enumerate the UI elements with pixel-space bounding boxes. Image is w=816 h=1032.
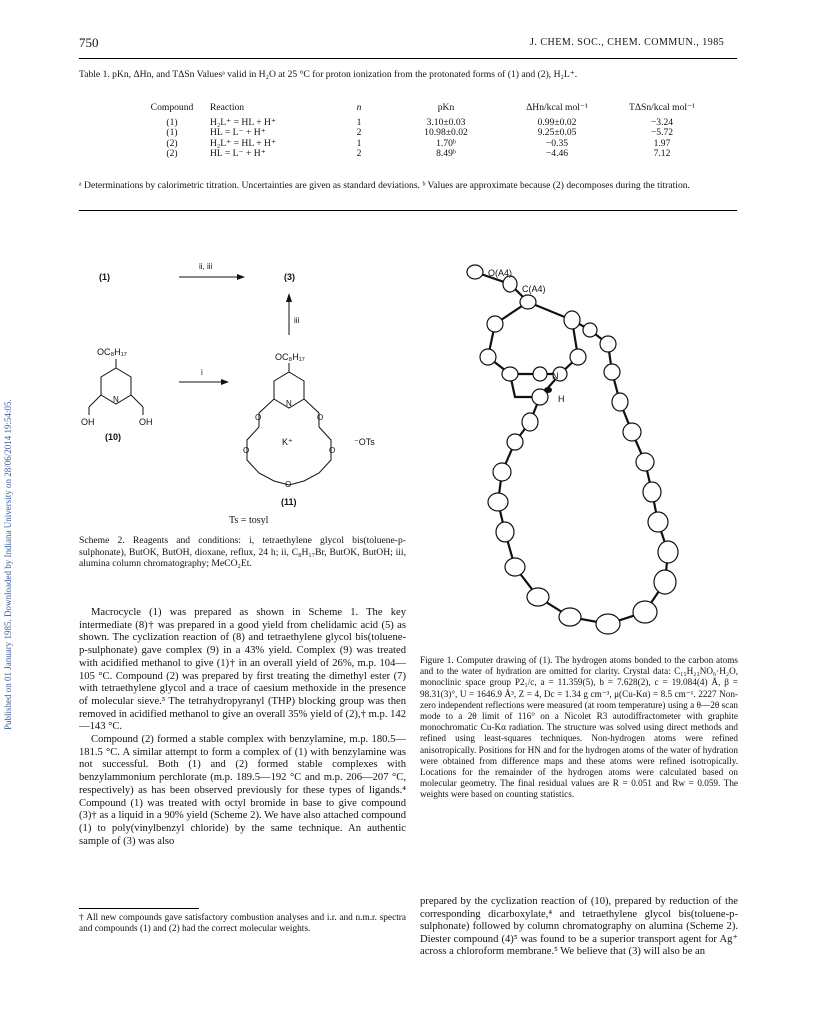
body-text-right: prepared by the cyclization reaction of (10), prepared by reduction of the corresponding dicarboxylate,⁴ and tetraethylene glycol bis(toluene-p-sulphonate) followed by column chromatography on alumina (Scheme 2). Diester compound (4)⁵ was found to be a superior transport agent for Ag⁺ across a chloroform membrane.⁵ We believe that (3) will also be an [420,896,738,957]
carbon-atom [633,601,657,623]
carbon-atom [527,588,549,606]
table-cell: (1) [166,127,178,138]
table-cell: 2 [356,148,362,159]
table-header-cell: n [356,102,362,113]
figure-crystal-structure [440,262,740,652]
carbon-atom [648,512,668,532]
potassium-label: K⁺ [282,437,293,447]
carbon-atom [600,336,616,352]
table-header-cell: Reaction [210,102,245,113]
carbon-atom [636,453,654,471]
table-cell: 3.10±0.03 [426,116,466,128]
journal-header: J. CHEM. SOC., CHEM. COMMUN., 1985 [530,37,725,48]
oxygen-atom [612,393,628,411]
carbon-atom [596,614,620,634]
scheme-diagram [79,255,419,525]
oxygen-atom [467,265,483,279]
table-cell: 2 [356,127,362,138]
atom-ellipsoids [467,265,678,634]
table-cell: 1 [356,116,362,128]
carbon-atom [522,413,538,431]
carbon-atom [502,367,518,381]
nitrogen-atom [533,367,547,381]
table-cell: HL = L⁻ + H⁺ [210,127,266,138]
figure-caption: Figure 1. Computer drawing of (1). The hydrogen atoms bonded to the carbon atoms and to the water of hydration are omitted for clarity. Crystal data: C₁₅H₂₃NO₆·H₂O, monoclinic space group P2₁/c, a = 11.359(5), b = 7.628(2), c = 19.084(4) Å, β = 98.31(3)°, U = 1646.9 Å³, Z = 4, Dc = 1.34 g cm⁻³, μ(Cu-Kα) = 8.5 cm⁻¹. 2227 Non-zero independent reflections were measured (at room temperature) using a θ—2θ scan mode to a 2θ limit of 116° on a Nicolet R3 autodiffractometer with graphite monochromatic Cu-Kα radiation. The structure was solved using direct methods and refined using least-squares techniques. Non-hydrogen atoms were refined anisotropically. Positions for HN and for the hydrogen atoms of the water of hydration were obtained from difference maps and these atoms were refined isotropically. Locations for the remainder of the hydrogen atoms were calculated based on molecular geometry. The final residual values are R = 0.051 and Rw = 0.059. The weights were based on counting statistics. [420,655,738,800]
arrow-head [237,274,245,280]
arrow-up-label: iii [294,316,300,325]
scheme-label-1: (1) [99,272,110,282]
table-row [140,149,714,160]
table-title: Table 1. pKn, ΔHn, and TΔSn Valuesᵃ valid in H₂O at 25 °C for proton ionization from the protonated forms of (1) and (2), H₂L⁺. [79,69,578,80]
tosylate-label: ⁻OTs [354,437,375,447]
carbon-atom [658,541,678,563]
scheme-label-10: (10) [105,432,122,442]
table-cell: 7.12 [653,148,671,159]
oxygen-atom [654,570,676,594]
bond [131,395,143,407]
table-cell: 9.25±0.05 [537,127,577,138]
table-header-cell: pKn [437,102,455,113]
bond [89,395,101,407]
ring-n-label: N [286,399,292,408]
table-cell: 1 [356,137,362,149]
table-cell: 10.98±0.02 [424,127,468,138]
scheme-label-3: (3) [284,272,295,282]
carbon-atom [623,423,641,441]
table-cell: H₂L⁺ = HL + H⁺ [210,116,277,128]
oc8h17-label: OC₈H₁₇ [97,347,127,357]
table-cell: (2) [166,137,178,149]
carbon-atom [493,463,511,481]
table-rule [79,210,737,211]
table-header-row [140,103,714,118]
header-rule [79,58,737,59]
ring-n-label: N [113,395,119,404]
tosyl-note: Ts = tosyl [229,515,269,525]
table-cell: H₂L⁺ = HL + H⁺ [210,137,277,149]
download-note-text: Published on 01 January 1985. Downloaded by Indiana University on 28/06/2014 19:54:05. [3,399,13,730]
arrow-top-label: ii, iii [199,262,213,271]
arrow-mid-label: i [201,368,203,377]
body-text-left [79,607,406,848]
table-cell: HL = L⁻ + H⁺ [210,148,266,159]
carbon-atom [487,316,503,332]
paragraph: Compound (2) formed a stable complex with benzylamine, m.p. 180.5—181.5 °C. A similar attempt to form a complex of (1) with benzylamine was not successful. Both (1) and (2) formed stable complexes with benzylammonium perchlorate (m.p. 189.5—192 °C and m.p. 206—207 °C, respectively) as has been observed previously for these types of ligands.⁴ Compound (1) was treated with octyl bromide in base to give compound (3)† as a liquid in a 90% yield (Scheme 2). We have also attached compound (1) to poly(vinylbenzyl chloride) by the same technique. An authentic sample of (3) was also [79,734,406,847]
table-header-cell: TΔSn/kcal mol⁻¹ [628,102,696,113]
oxygen-atom [559,608,581,626]
table-header-cell: ΔHn/kcal mol⁻¹ [526,102,588,113]
scheme-label-11: (11) [281,497,297,507]
oxygen-atom [570,349,586,365]
ring-o-label: O [243,446,250,455]
carbon-atom [480,349,496,365]
oc8h17-label: OC₈H₁₇ [275,352,305,362]
atom-label-oa4: O(A4) [488,268,513,278]
carbon-atom [604,364,620,380]
ring-o-label: O [329,446,336,455]
scheme-caption: Scheme 2. Reagents and conditions: i, tetraethylene glycol bis(toluene-p-sulphonate), ButOK, ButOH, dioxane, reflux, 24 h; ii, C₈H₁₇Br, ButOK, ButOH; iii, alumina column chromatography; MeCO₂Et. [79,535,406,569]
table-cell: (2) [166,148,178,159]
oh-label: OH [81,417,95,427]
hydrogen-atom [544,387,552,393]
ring-o-label: O [285,480,292,489]
oxygen-atom [496,522,514,542]
carbon-atom [583,323,597,337]
arrow-head [286,293,292,302]
table-footnote: ᵃ Determinations by calorimetric titration. Uncertainties are given as standard deviations. ᵇ Values are approximate because (2) decomposes during the titration. [79,180,690,191]
table-cell: 1.97 [653,137,671,149]
table-cell: (1) [166,116,178,128]
oxygen-atom [507,434,523,450]
download-note [2,230,14,730]
carbon-atom [505,558,525,576]
ring-o-label: O [317,413,324,422]
table-header-cell: Compound [150,102,194,113]
footnote-rule [79,908,199,909]
table-cell: −5.72 [650,127,674,138]
footnote: † All new compounds gave satisfactory combustion analyses and i.r. and n.m.r. spectra and compounds (1) and (2) had the correct molecular weights. [79,913,406,934]
arrow-head [221,379,229,385]
table-cell: −4.46 [545,148,569,159]
table-cell: −3.24 [650,116,674,128]
carbon-atom [564,311,580,329]
table-cell: −0.35 [545,137,569,149]
carbon-atom [488,493,508,511]
oxygen-atom [643,482,661,502]
carbon-atom [503,276,517,292]
page-number: 750 [79,35,99,50]
oh-label: OH [139,417,153,427]
table-row [140,128,714,139]
paragraph: Macrocycle (1) was prepared as shown in Scheme 1. The key intermediate (8)† was prepared in a good yield from chelidamic acid (5) as shown. The cyclization reaction of (8) and tetraethylene glycol bis(toluene-p-sulphonate) gave complex (9) in a 43% yield. Complex (9) was treated with acidified methanol to give (1)† in an overall yield of 26%, m.p. 104—105 °C. Compound (2) was prepared by first treating the dimethyl ester (7) with tetraethylene glycol and a trace of caesium methoxide in the presence of molecular sieve.³ The tetrahydropyranyl (THP) blocking group was then removed in acidified methanol to give an overall 35% yield of (2),† m.p. 142—143 °C. [79,607,406,733]
atom-label-ca4: C(A4) [522,284,546,294]
ring-o-label: O [255,413,262,422]
table-cell: 0.99±0.02 [537,116,577,128]
data-table [140,103,714,160]
table-cell: 8.49ᵇ [436,148,456,159]
atom-label-n: N [552,371,559,381]
carbon-atom [520,295,536,309]
table-cell: 1.70ᵇ [436,137,456,149]
atom-label-h: H [558,394,565,404]
